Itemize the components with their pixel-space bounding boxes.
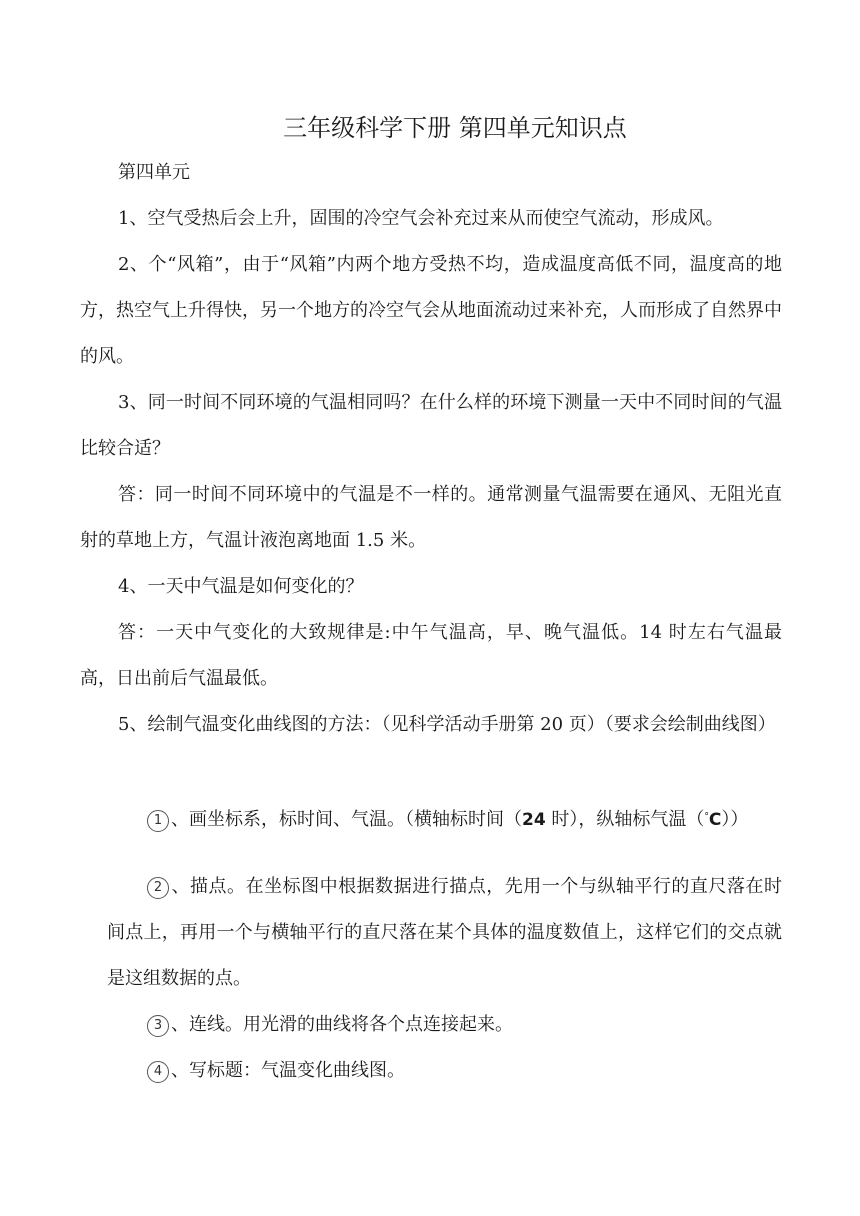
- step-2: [107, 864, 782, 1002]
- knowledge-point-1: 1、空气受热后会上升，固围的冷空气会补充过来从而使空气流动，形成风。: [118, 208, 724, 229]
- circled-number-3: 3: [147, 1015, 169, 1037]
- step-1-celsius: C: [708, 810, 722, 830]
- step-1-text-b: 时），纵轴标气温（: [545, 809, 705, 830]
- step-3-text: 、连线。用光滑的曲线将各个点连接起来。: [171, 1014, 513, 1035]
- step-4-text: 、写标题：气温变化曲线图。: [171, 1060, 405, 1081]
- step-1-hours: 24: [522, 810, 546, 830]
- knowledge-point-4-answer: 答：一天中气变化的大致规律是:中午气温高，早、晚气温低。14 时左右气温最高，日出前后气温最低。: [80, 622, 782, 689]
- circled-number-2: 2: [147, 877, 169, 899]
- knowledge-point-4-question: 4、一天中气温是如何变化的？: [118, 576, 364, 597]
- step-1-text-a: 、画坐标系，标时间、气温。（横轴标时间（: [171, 809, 522, 830]
- step-3: [107, 1002, 782, 1048]
- knowledge-point-3-question: 3、同一时间不同环境的气温相同吗？在什么样的环境下测量一天中不同时间的气温比较合适？: [80, 392, 782, 459]
- knowledge-point-3-answer: 答：同一时间不同环境中的气温是不一样的。通常测量气温需要在通风、无阻光直射的草地上方，气温计液泡离地面 1.5 米。: [80, 484, 782, 551]
- step-1: [107, 794, 782, 843]
- document-title: 三年级科学下册 第四单元知识点: [283, 114, 627, 142]
- step-2-text: 、描点。在坐标图中根据数据进行描点，先用一个与纵轴平行的直尺落在时间点上，再用一个与横轴平行的直尺落在某个具体的温度数值上，这样它们的交点就是这组数据的点。: [107, 876, 782, 989]
- degree-symbol: °: [704, 812, 709, 822]
- step-1-text-c: ））: [721, 809, 749, 830]
- knowledge-point-5: 5、绘制气温变化曲线图的方法：（见科学活动手册第 20 页）（要求会绘制曲线图）: [118, 714, 776, 735]
- circled-number-4: 4: [147, 1061, 169, 1083]
- unit-heading: 第四单元: [118, 162, 190, 183]
- knowledge-point-2: 2、个“风箱”，由于“风箱”内两个地方受热不均，造成温度高低不同，温度高的地方，热空气上升得快，另一个地方的冷空气会从地面流动过来补充，人而形成了自然界中的风。: [80, 254, 782, 367]
- circled-number-1: 1: [147, 810, 169, 832]
- step-4: [107, 1048, 782, 1094]
